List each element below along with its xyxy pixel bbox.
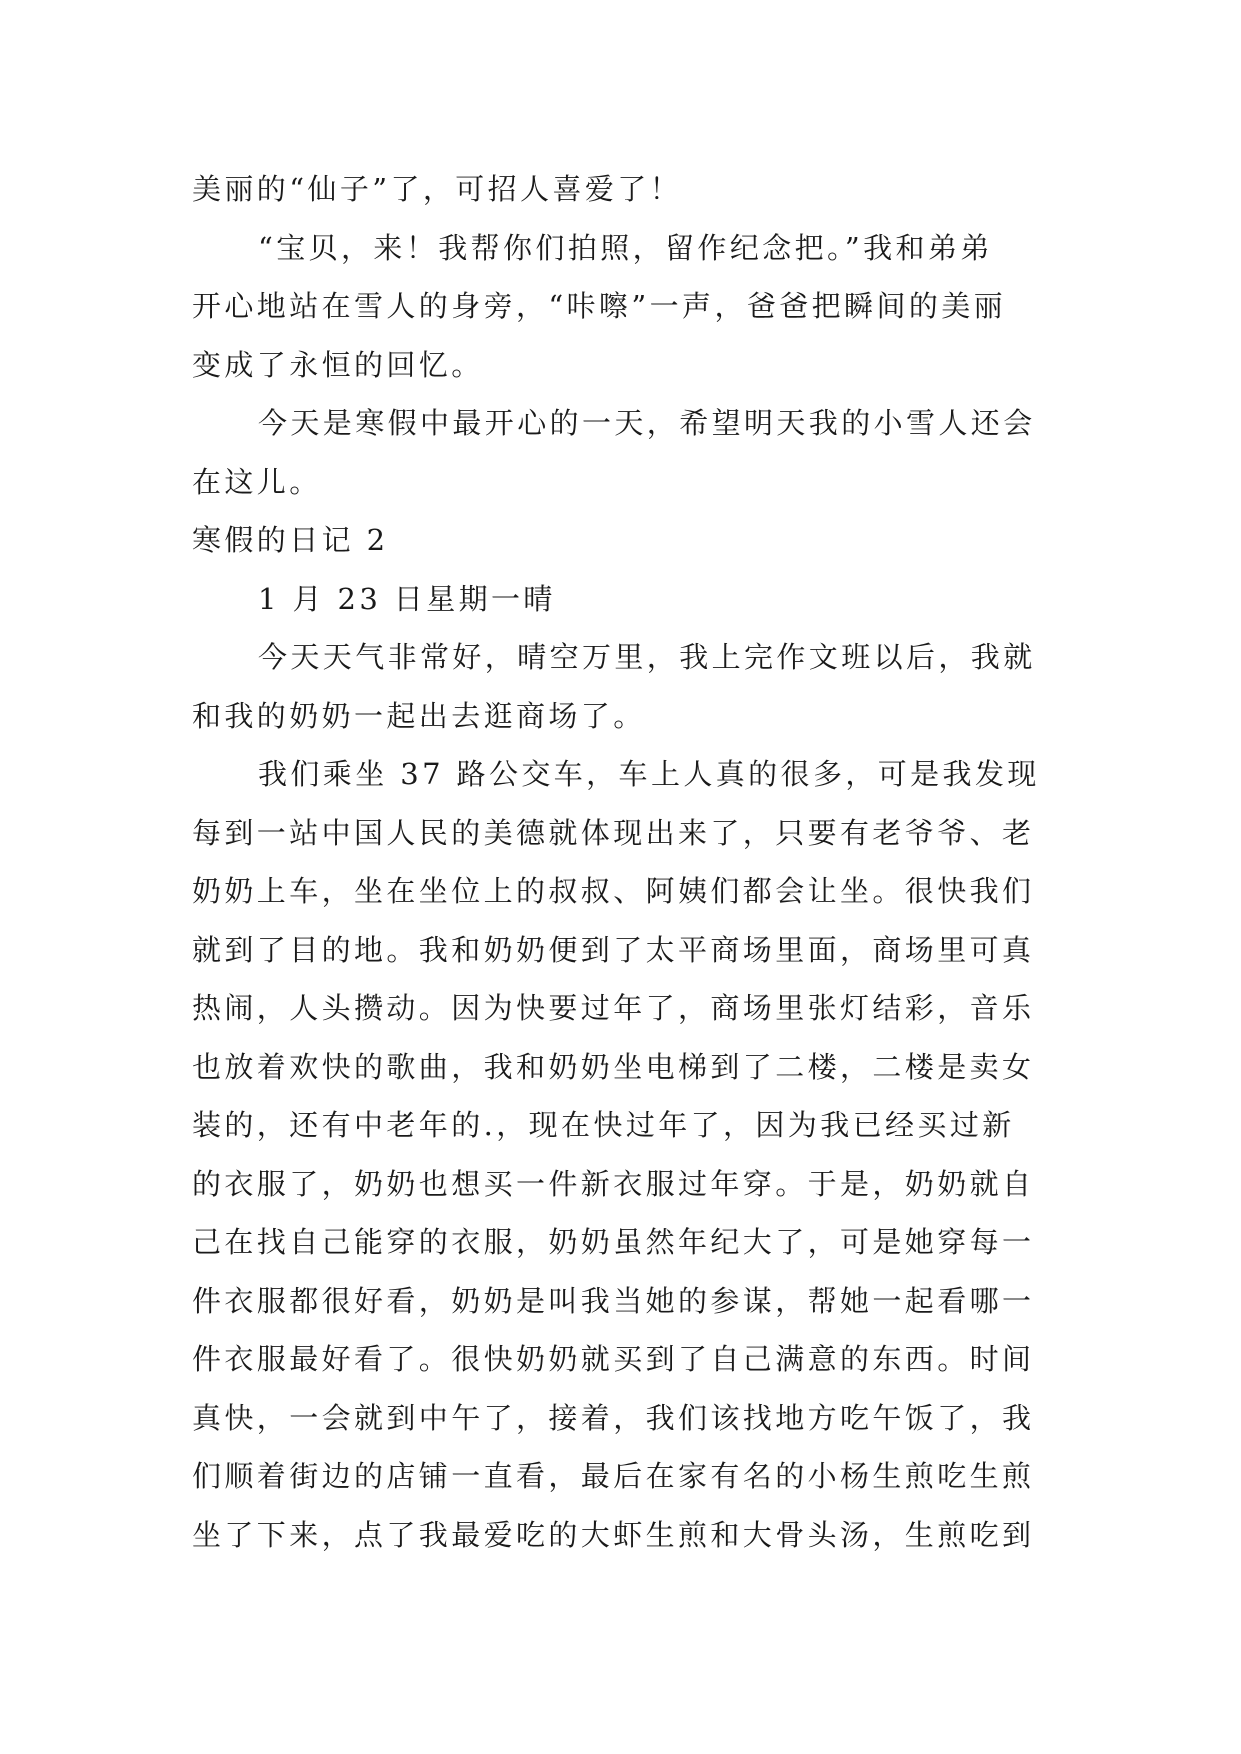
text-line: 己在找自己能穿的衣服，奶奶虽然年纪大了，可是她穿每一 — [192, 1225, 1035, 1259]
text-line: 在这儿。 — [192, 464, 322, 499]
document-body — [192, 160, 1052, 1564]
text-line: 开心地站在雪人的身旁，“咔嚓”一声，爸爸把瞬间的美丽 — [192, 289, 1007, 323]
text-line: 的衣服了，奶奶也想买一件新衣服过年穿。于是，奶奶就自 — [192, 1166, 1035, 1201]
text-line: 和我的奶奶一起出去逛商场了。 — [192, 698, 646, 733]
text-line: 奶奶上车，坐在坐位上的叔叔、阿姨们都会让坐。很快我们 — [192, 874, 1035, 908]
text-line: 也放着欢快的歌曲，我和奶奶坐电梯到了二楼，二楼是卖女 — [192, 1049, 1035, 1084]
text-line: 就到了目的地。我和奶奶便到了太平商场里面，商场里可真 — [192, 932, 1035, 967]
text-line: 美丽的“仙子”了，可招人喜爱了！ — [192, 172, 683, 206]
text-line: 我们乘坐 37 路公交车，车上人真的很多，可是我发现 — [258, 757, 1040, 791]
text-line: 们顺着街边的店铺一直看，最后在家有名的小杨生煎吃生煎 — [192, 1459, 1035, 1493]
text-line: “宝贝，来！我帮你们拍照，留作纪念把。”我和弟弟 — [258, 230, 993, 265]
text-line: 件衣服都很好看，奶奶是叫我当她的参谋，帮她一起看哪一 — [192, 1283, 1035, 1318]
section-heading: 寒假的日记 2 — [192, 523, 389, 557]
text-line: 今天天气非常好，晴空万里，我上完作文班以后，我就 — [258, 640, 1036, 674]
text-line: 今天是寒假中最开心的一天，希望明天我的小雪人还会 — [258, 406, 1036, 440]
text-line: 真快，一会就到中午了，接着，我们该找地方吃午饭了，我 — [192, 1400, 1035, 1435]
text-line: 装的，还有中老年的.，现在快过年了，因为我已经买过新 — [192, 1108, 1015, 1142]
text-line: 变成了永恒的回忆。 — [192, 347, 484, 382]
text-line: 坐了下来，点了我最爱吃的大虾生煎和大骨头汤，生煎吃到 — [192, 1517, 1035, 1552]
text-line: 每到一站中国人民的美德就体现出来了，只要有老爷爷、老 — [192, 815, 1035, 850]
diary-date-line: 1 月 23 日星期一晴 — [258, 581, 556, 616]
text-line: 件衣服最好看了。很快奶奶就买到了自己满意的东西。时间 — [192, 1342, 1035, 1376]
text-line: 热闹，人头攒动。因为快要过年了，商场里张灯结彩，音乐 — [192, 991, 1035, 1025]
